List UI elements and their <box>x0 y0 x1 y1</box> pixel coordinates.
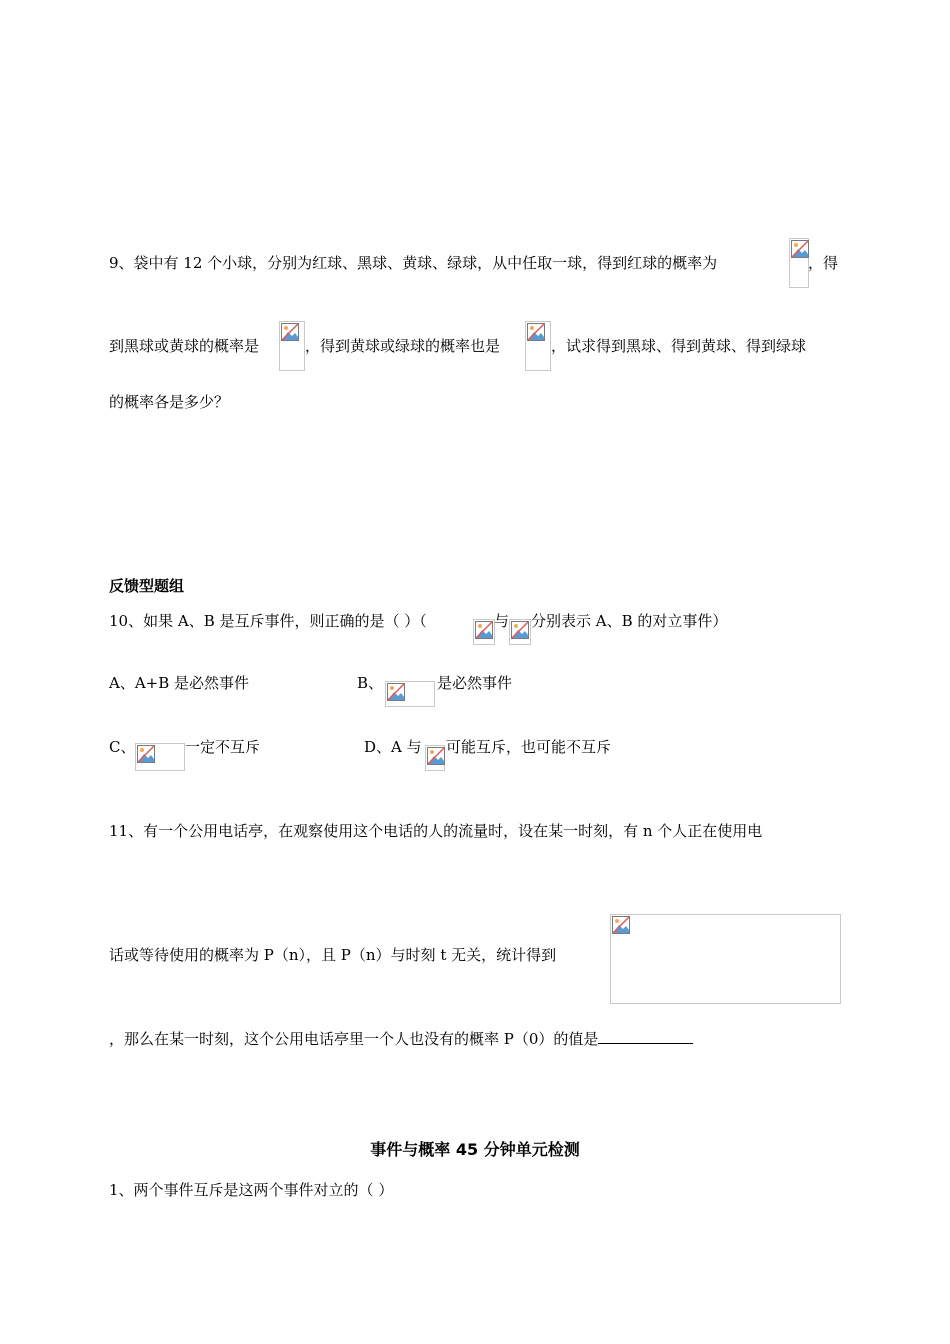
broken-image-icon <box>473 619 495 645</box>
q11-line-2: 话或等待使用的概率为 P（n），且 P（n）与时刻 t 无关，统计得到 <box>109 946 557 964</box>
q9-text-1: 9、袋中有 12 个小球，分别为红球、黑球、黄球、绿球，从中任取一球，得到红球的概率为 <box>109 254 718 272</box>
broken-image-icon <box>385 681 435 707</box>
broken-image-icon <box>789 238 809 288</box>
q10-option-d-text: 可能互斥，也可能不互斥 <box>446 738 612 756</box>
q10-option-b-text: 是必然事件 <box>437 674 513 692</box>
q10-stem-b: 与 <box>494 612 510 630</box>
q9-line-2c: ，试求得到黑球、得到黄球、得到绿球 <box>551 337 807 355</box>
q9-line-3: 的概率各是多少？ <box>109 393 230 411</box>
q11-line-1: 11、有一个公用电话亭，在观察使用这个电话的人的流量时，设在某一时刻，有 n 个人正在使用电 <box>109 822 763 840</box>
q10-option-a: A、A+B 是必然事件 <box>109 674 250 692</box>
q9-line-1-end: ，得 <box>808 254 839 272</box>
broken-image-icon <box>509 619 531 645</box>
broken-image-icon <box>425 745 445 771</box>
answer-blank <box>598 1029 693 1044</box>
q10-option-c-text: 一定不互斥 <box>185 738 261 756</box>
broken-image-icon <box>525 321 551 371</box>
q9-line-2b: ，得到黄球或绿球的概率也是 <box>305 337 501 355</box>
q9-line-1 <box>109 253 717 273</box>
q11-line-3: ，那么在某一时刻，这个公用电话亭里一个人也没有的概率 P（0）的值是 <box>109 1029 693 1049</box>
q10-stem-a: 10、如果 A、B 是互斥事件，则正确的是（ ）（ <box>109 612 427 630</box>
q10-option-c-label: C、 <box>109 738 136 756</box>
section-heading: 反馈型题组 <box>109 577 185 595</box>
q10-option-d-label: D、A 与 <box>364 738 422 756</box>
test-question-1: 1、两个事件互斥是这两个事件对立的（ ） <box>109 1181 394 1199</box>
broken-image-icon <box>279 321 305 371</box>
q10-option-b-label: B、 <box>357 674 384 692</box>
unit-title: 事件与概率 45 分钟单元检测 <box>370 1140 580 1159</box>
q10-stem-c: 分别表示 A、B 的对立事件） <box>531 612 728 630</box>
q9-line-2a: 到黑球或黄球的概率是 <box>109 337 260 355</box>
broken-image-icon <box>135 743 185 771</box>
broken-image-icon <box>610 914 841 1004</box>
